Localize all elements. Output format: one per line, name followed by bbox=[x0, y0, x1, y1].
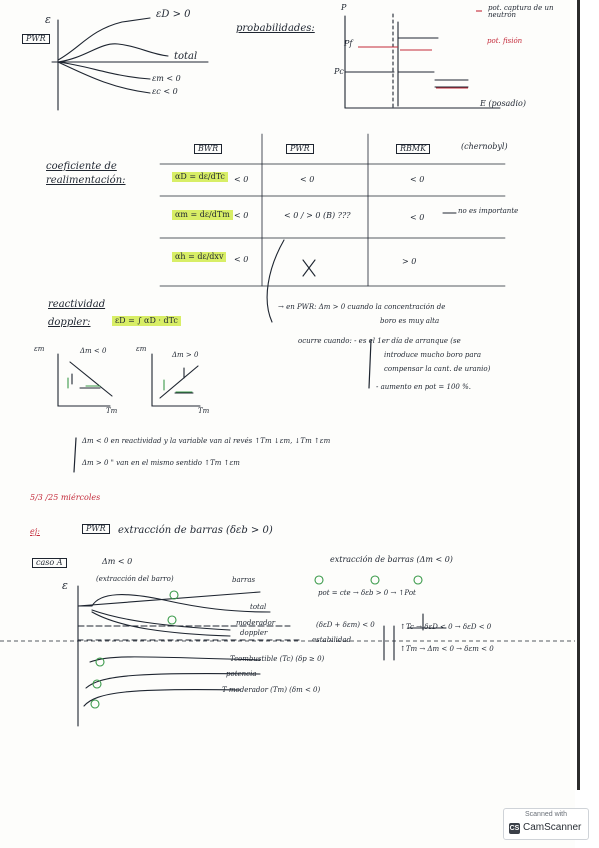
paper-edge bbox=[577, 0, 580, 790]
flow-5: ↑Tm → Δm < 0 → δεm < 0 bbox=[400, 645, 494, 653]
row2-formula: αm = dε/dTm bbox=[172, 210, 233, 220]
watermark-app-name: CamScanner bbox=[523, 822, 582, 833]
curve-moderator bbox=[58, 62, 150, 79]
graph-neg-line bbox=[70, 362, 112, 396]
graph-neg-xlabel: Tm bbox=[106, 407, 118, 415]
label-bars: barras bbox=[232, 576, 256, 584]
flow-1: pot = cte → δεb > 0 → ↑Pot bbox=[318, 589, 416, 597]
camscanner-watermark bbox=[503, 808, 589, 840]
example-curve-tm bbox=[84, 690, 240, 706]
flow-2: (δεD + δεm) < 0 bbox=[316, 621, 375, 629]
label-power: potencia bbox=[226, 670, 257, 678]
pwr-note-6: - aumento en pot = 100 %. bbox=[376, 383, 471, 391]
example-curve-bars bbox=[78, 592, 260, 606]
probability-title: probabilidades: bbox=[236, 23, 315, 34]
example-prefix: ej: bbox=[30, 527, 40, 536]
row1-bwr: < 0 bbox=[234, 175, 249, 184]
graph-pos-xlabel: Tm bbox=[198, 407, 210, 415]
row3-rbmk: > 0 bbox=[402, 257, 417, 266]
row3-bwr: < 0 bbox=[234, 255, 249, 264]
coef-title-1: coeficiente de bbox=[46, 161, 117, 172]
coef-title-2: realimentación: bbox=[46, 175, 126, 186]
date-line: 5/3 /25 miércoles bbox=[30, 493, 101, 502]
row1-formula: αD = dε/dTc bbox=[172, 172, 228, 182]
graph-pos-cond: Δm > 0 bbox=[172, 351, 199, 359]
graph-neg-cond: Δm < 0 bbox=[80, 347, 107, 355]
probability-xlabel: E (posadio) bbox=[480, 99, 526, 108]
green-arrows-pos bbox=[164, 380, 192, 392]
pwr-note-1: → en PWR: Δm > 0 cuando la concentración de bbox=[278, 303, 446, 311]
legend-fission: pot. fisión bbox=[487, 37, 523, 45]
label-moderator: moderador bbox=[236, 619, 276, 627]
row1-rbmk: < 0 bbox=[410, 175, 425, 184]
graph-neg-ylabel: εm bbox=[34, 345, 45, 353]
col-pwr: PWR bbox=[286, 144, 314, 154]
reactivity-note-2: Δm > 0 " van en el mismo sentido ↑Tm ↑εm bbox=[82, 459, 240, 467]
watermark-caption: Scanned with bbox=[524, 811, 568, 818]
label-tm: T moderador (Tm) (δm < 0) bbox=[222, 686, 321, 694]
case-tag: caso A bbox=[32, 558, 67, 568]
case-cond: Δm < 0 bbox=[102, 557, 133, 566]
probability-mark-pc: Pc bbox=[334, 67, 344, 76]
cross-mark bbox=[303, 260, 315, 276]
label-extraction: (extracción del barro) bbox=[96, 575, 174, 583]
flow-4: ↑Tc → δεD < 0 → δεD < 0 bbox=[400, 623, 492, 631]
example-curve-moderator bbox=[92, 610, 230, 630]
probability-mark-pf: Pf bbox=[344, 39, 353, 48]
reactivity-tag: PWR bbox=[22, 34, 50, 44]
curve-doppler bbox=[58, 18, 150, 60]
label-tc: Tcombustible (Tc) (δp ≥ 0) bbox=[230, 655, 325, 663]
label-total: total bbox=[250, 603, 267, 611]
curve-label-coolant: εc < 0 bbox=[152, 87, 178, 96]
graph-neg-axes bbox=[58, 354, 110, 406]
curve-label-doppler: εD > 0 bbox=[156, 9, 191, 20]
example-ylabel: ε bbox=[62, 579, 68, 592]
camscanner-logo-icon: CS bbox=[509, 825, 520, 832]
row3-formula: αh = dε/dxv bbox=[172, 252, 226, 262]
doppler-title-1: reactividad bbox=[48, 299, 106, 310]
row2-pwr: < 0 / > 0 (B) ??? bbox=[284, 211, 351, 220]
doppler-formula: εD = ∫ αD · dTc bbox=[112, 316, 181, 326]
legend-capture: pot. captura de un neutrón bbox=[488, 4, 554, 20]
fission-line bbox=[358, 47, 432, 50]
curve-total bbox=[58, 44, 168, 62]
col-rbmk: RBMK bbox=[396, 144, 430, 154]
doppler-title-2: doppler: bbox=[48, 317, 91, 328]
pwr-note-4: introduce mucho boro para bbox=[384, 351, 482, 359]
col-bwr: BWR bbox=[194, 144, 222, 154]
example-right-title: extracción de barras (Δm < 0) bbox=[330, 555, 453, 564]
pwr-note-3: ocurre cuando: - es el 1er día de arranque (se bbox=[298, 337, 461, 345]
graph-pos-ylabel: εm bbox=[136, 345, 147, 353]
probability-tail bbox=[435, 80, 468, 87]
reactivity-note-1: Δm < 0 en reactividad y la variable van al revés ↑Tm ↓εm, ↓Tm ↑εm bbox=[82, 437, 331, 445]
row1-pwr: < 0 bbox=[300, 175, 315, 184]
reactivity-ylabel: ε bbox=[45, 13, 51, 26]
example-tag: PWR bbox=[82, 524, 110, 534]
graph-pos-axes bbox=[152, 351, 200, 406]
row2-note: no es importante bbox=[458, 207, 519, 215]
curve-label-total: total bbox=[174, 51, 198, 62]
flow-3: estabilidad bbox=[312, 636, 352, 644]
label-doppler: doppler bbox=[240, 629, 268, 637]
col-chernobyl: (chernobyl) bbox=[461, 142, 508, 151]
pwr-note-2: boro es muy alta bbox=[380, 317, 440, 325]
example-title: extracción de barras (δεb > 0) bbox=[118, 525, 273, 536]
pwr-note-5: compensar la cant. de uranio) bbox=[384, 365, 491, 373]
probability-ylabel: P bbox=[341, 3, 347, 12]
row2-rbmk: < 0 bbox=[410, 213, 425, 222]
curve-label-moderator: εm < 0 bbox=[152, 74, 181, 83]
row2-bwr: < 0 bbox=[234, 211, 249, 220]
